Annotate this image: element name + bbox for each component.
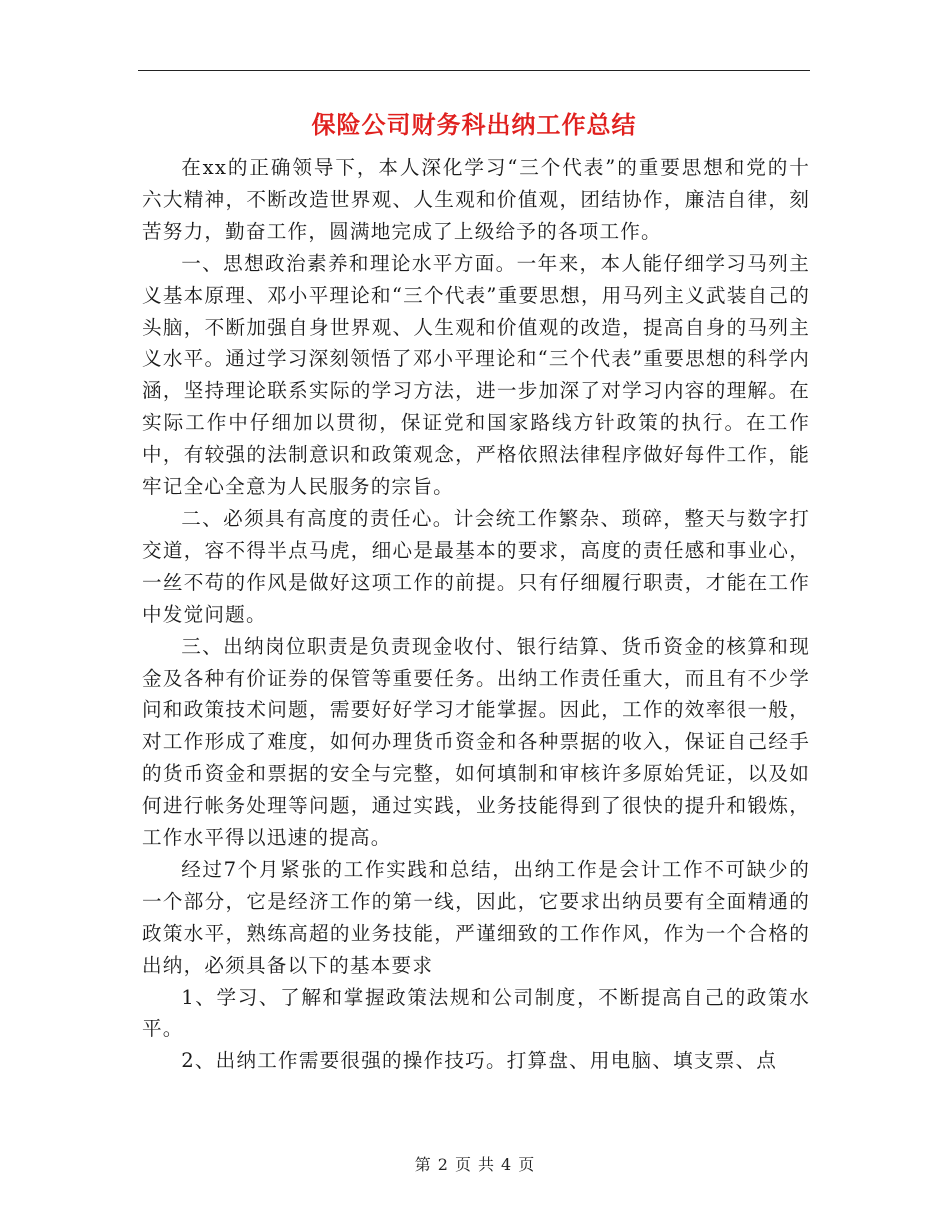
paragraph-item-2: 2、出纳工作需要很强的操作技巧。打算盘、用电脑、填支票、点 — [181, 1049, 778, 1073]
header-rule — [138, 70, 810, 71]
paragraph-section-3: 三、出纳岗位职责是负责现金收付、银行结算、货币资金的核算和现金及各种有价证券的保管等重要任务。出纳工作责任重大，而且有不少学问和政策技术问题，需要好好学习才能掌握。因此，工作的效率很一般，对工作形成了难度，如何办理货币资金和各种票据的收入，保证自己经手的货币资金和票据的安全与完整，如何填制和审核许多原始凭证，以及如何进行帐务处理等问题，通过实践，业务技能得到了很快的提升和锻炼，工作水平得以迅速的提高。 — [142, 634, 810, 850]
footer-prefix: 第 — [414, 1155, 432, 1174]
total-pages-number: 4 — [501, 1155, 513, 1174]
paragraph-section-1: 一、思想政治素养和理论水平方面。一年来，本人能仔细学习马列主义基本原理、邓小平理论和“三个代表”重要思想，用马列主义武装自己的头脑，不断加强自身世界观、人生观和价值观的改造，提高自身的马列主义水平。通过学习深刻领悟了邓小平理论和“三个代表”重要思想的科学内涵，坚持理论联系实际的学习方法，进一步加深了对学习内容的理解。在实际工作中仔细加以贯彻，保证党和国家路线方针政策的执行。在工作中，有较强的法制意识和政策观念，严格依照法律程序做好每件工作，能牢记全心全意为人民服务的宗旨。 — [142, 251, 810, 499]
footer-suffix: 页 — [518, 1155, 536, 1174]
document-title: 保险公司财务科出纳工作总结 — [311, 110, 637, 139]
paragraph-item-1: 1、学习、了解和掌握政策法规和公司制度，不断提高自己的政策水平。 — [142, 985, 810, 1041]
paragraph-section-2: 二、必须具有高度的责任心。计会统工作繁杂、琐碎，整天与数字打交道，容不得半点马虎，细心是最基本的要求，高度的责任感和事业心，一丝不苟的作风是做好这项工作的前提。只有仔细履行职责，才能在工作中发觉问题。 — [142, 506, 810, 626]
document-body — [142, 152, 810, 1077]
page-footer — [0, 1153, 950, 1177]
footer-mid: 页 共 — [454, 1155, 496, 1174]
paragraph-summary: 经过7个月紧张的工作实践和总结，出纳工作是会计工作不可缺少的一个部分，它是经济工作的第一线，因此，它要求出纳员要有全面精通的政策水平，熟练高超的业务技能，严谨细致的工作作风，作为一个合格的出纳，必须具备以下的基本要求 — [142, 857, 810, 977]
paragraph-intro: 在xx的正确领导下，本人深化学习“三个代表”的重要思想和党的十六大精神，不断改造世界观、人生观和价值观，团结协作，廉洁自律，刻苦努力，勤奋工作，圆满地完成了上级给予的各项工作。 — [142, 156, 810, 243]
current-page-number: 2 — [437, 1155, 449, 1174]
